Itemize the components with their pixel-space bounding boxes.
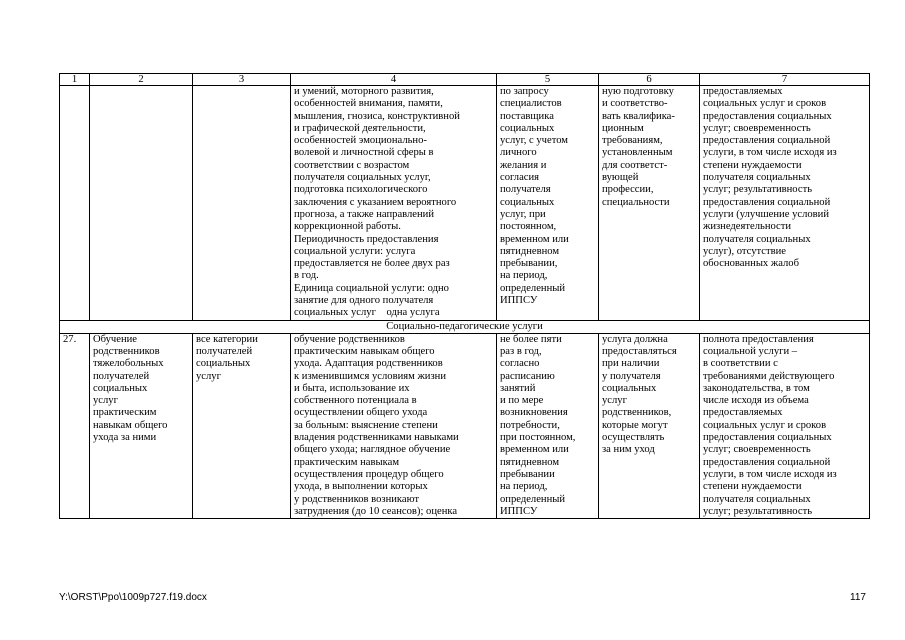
services-table (59, 73, 870, 519)
service-terms-cell: по запросу специалистов поставщика социальных услуг, с учетом личного желания и согласия получателя социальных услуг, при постоянном, временном или пятидневном пребывании, на период, определенный ИППСУ (497, 86, 599, 321)
column-number: 2 (90, 74, 193, 86)
section-row (60, 320, 870, 333)
service-conditions-cell: услуга должна предоставляться при наличии у получателя социальных услуг родственников, которые могут осуществлять за ним уход (599, 333, 700, 518)
row-number-cell (60, 86, 90, 321)
footer-page-number: 117 (850, 592, 866, 603)
section-title: Социально-педагогические услуги (60, 320, 870, 333)
recipient-category-cell: все категории получателей социальных услуг (193, 333, 291, 518)
service-conditions-cell: ную подготовку и соответство- вать квалифика- ционным требованиям, установленным для соответст- вующей профессии, специальности (599, 86, 700, 321)
column-number: 6 (599, 74, 700, 86)
column-number: 3 (193, 74, 291, 86)
quality-indicators-cell: предоставляемых социальных услуг и сроков предоставления социальных услуг; своевременность предоставления социальной услуги, в том числе исходя из степени нуждаемости получателя социальных услуг; результативность предоставления социальной услуги (улучшение условий жизнедеятельности получателя социальных услуг), отсутствие обоснованных жалоб (700, 86, 870, 321)
service-name-cell (90, 86, 193, 321)
service-description-cell: обучение родственников практическим навыкам общего ухода. Адаптация родственников к изменившимся условиям жизни и быта, использование их собственного потенциала в осуществлении общего ухода за больным: выяснение степени владения родственниками навыками общего ухода; наглядное обучение практическим навыкам осуществления процедур общего ухода, в выполнении которых у родственников возникают затруднения (до 10 сеансов); оценка (291, 333, 497, 518)
row-number-cell: 27. (60, 333, 90, 518)
column-number: 4 (291, 74, 497, 86)
service-description-cell: и умений, моторного развития, особенностей внимания, памяти, мышления, гнозиса, конструктивной и графической деятельности, особенностей эмоционально- волевой и личностной сферы в соответствии с возрастом получателя социальных услуг, подготовка психологического заключения с указанием вероятного прогноза, а также направлений коррекционной работы. Периодичность предоставления социальной услуги: услуга предоставляется не более двух раз в год. Единица социальной услуги: одно занятие для одного получателя социальных услуг одна услуга (291, 86, 497, 321)
column-number: 1 (60, 74, 90, 86)
service-row-27 (60, 333, 870, 518)
footer-file-path: Y:\ORST\Ppo\1009p727.f19.docx (59, 592, 207, 603)
service-name-cell: Обучение родственников тяжелобольных получателей социальных услуг практическим навыкам общего ухода за ними (90, 333, 193, 518)
continuation-row (60, 86, 870, 321)
quality-indicators-cell: полнота предоставления социальной услуги – в соответствии с требованиями действующего законодательства, в том числе исходя из объема предоставляемых социальных услуг и сроков предоставления социальных услуг; своевременность предоставления социальной услуги, в том числе исходя из степени нуждаемости получателя социальных услуг; результативность (700, 333, 870, 518)
recipient-category-cell (193, 86, 291, 321)
column-number: 7 (700, 74, 870, 86)
column-number: 5 (497, 74, 599, 86)
service-terms-cell: не более пяти раз в год, согласно расписанию занятий и по мере возникновения потребности, при постоянном, временном или пятидневном пребывании на период, определенный ИППСУ (497, 333, 599, 518)
column-number-row (60, 74, 870, 86)
